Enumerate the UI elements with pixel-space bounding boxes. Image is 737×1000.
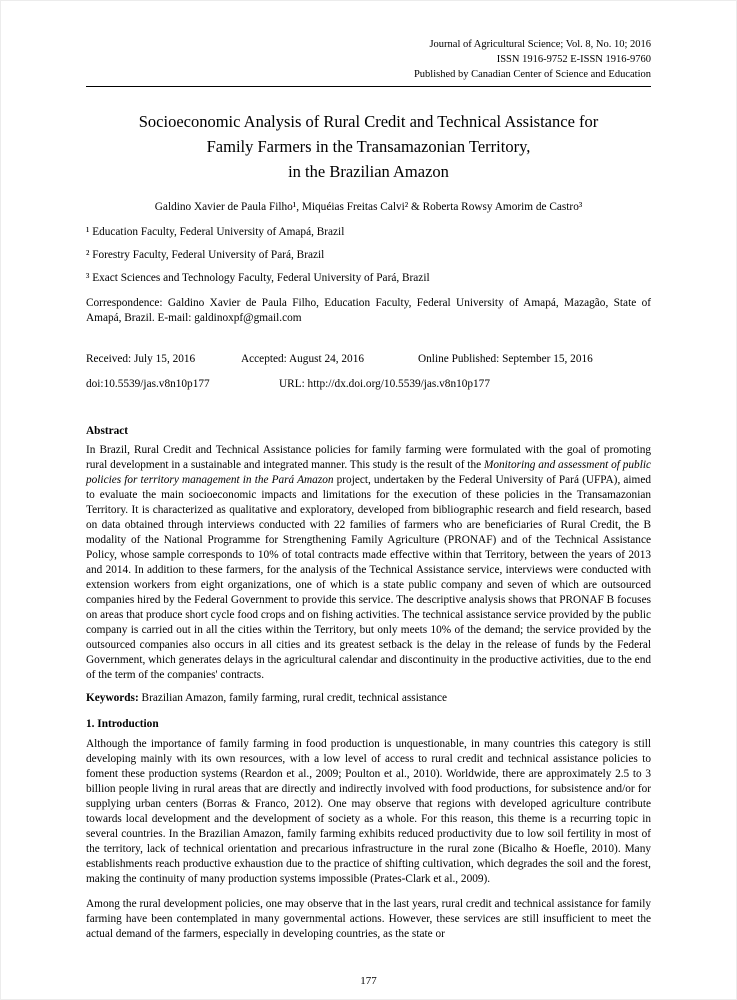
received-date: Received: July 15, 2016: [86, 353, 196, 365]
header-divider: [86, 86, 651, 87]
online-published-date: Online Published: September 15, 2016: [418, 353, 593, 365]
article-title-line-2: Family Farmers in the Transamazonian Territory,: [206, 137, 531, 156]
doi-row: [86, 377, 651, 392]
abstract-text-1: In Brazil, Rural Credit and Technical Assistance policies for family farming were formulated with the goal of promoting rural development in a sustainable and integrated manner. This study is the result of the: [86, 444, 651, 471]
journal-issn-line: ISSN 1916-9752 E-ISSN 1916-9760: [496, 54, 651, 65]
article-title-line-3: in the Brazilian Amazon: [288, 162, 449, 181]
accepted-date: Accepted: August 24, 2016: [241, 353, 364, 365]
abstract-project-name: Monitoring and assessment of public policies for territory management in the Pará Amazon: [86, 459, 651, 486]
keywords-text: Brazilian Amazon, family farming, rural credit, technical assistance: [141, 692, 448, 704]
dates-row: [86, 352, 651, 367]
introduction-paragraph-1: Although the importance of family farming in food production is unquestionable, in many countries this category is still developing mainly with its own resources, with a low level of access to rural credit and technical assistance policies to foment these production systems (Reardon et al., 2009; Poulton et al., 2010). Worldwide, there are approximately 2.5 to 3 billion people living in rural areas that are directly and indirectly involved with food productions, for subsistence and/or for supplying urban centers (Borras & Franco, 2012). One may observe that regions with developed agriculture contribute towards local development and the development of society as a whole. For this reason, this theme is a recurring topic in several countries. In the Brazilian Amazon, family farming exhibits reduced productivity due to low soil fertility in most of the territory, lack of technical orientation and precarious infrastructure in the rural zone (Bicalho & Hoefle, 2010). Many establishments reach productive exhaustion due to the practice of shifting cultivation, which degrades the soil and the forest, making the continuity of many production systems impossible (Prates-Clark et al., 2009).: [86, 738, 651, 885]
doi-url: URL: http://dx.doi.org/10.5539/jas.v8n10p177: [279, 378, 490, 390]
correspondence-note: Correspondence: Galdino Xavier de Paula Filho, Education Faculty, Federal University of Amapá, Mazagão, State of Amapá, Brazil. E-mail: galdinoxpf@gmail.com: [86, 297, 651, 324]
keywords-line: [86, 691, 651, 706]
article-title-line-1: Socioeconomic Analysis of Rural Credit and Technical Assistance for: [138, 112, 599, 131]
page-number: 177: [360, 975, 377, 987]
authors-line: Galdino Xavier de Paula Filho¹, Miquéias Freitas Calvi² & Roberta Rowsy Amorim de Castro³: [154, 201, 583, 213]
introduction-paragraph-2: Among the rural development policies, one may observe that in the last years, rural credit and technical assistance for family farming have been contemplated in many governmental actions. However, these services are still insufficient to meet the actual demand of the farmers, especially in developing countries, as the state or: [86, 898, 651, 940]
article-title: [86, 109, 651, 184]
affiliations-block: [86, 225, 651, 286]
affiliation-3: ³ Exact Sciences and Technology Faculty, Federal University of Pará, Brazil: [86, 272, 430, 284]
affiliation-2: ² Forestry Faculty, Federal University of Pará, Brazil: [86, 249, 325, 261]
introduction-section: [86, 717, 651, 942]
abstract-text-2: project, undertaken by the Federal University of Pará (UFPA), aimed to evaluate the main socioeconomic impacts and limitations for the execution of these policies in the Transamazonian Territory. It is characterized as qualitative and exploratory, developed from bibliographic research and field research, based on data obtained through interviews conducted with 22 families of farmers who are beneficiaries of Rural Credit, the B modality of the National Programme for Strengthening Family Agriculture (PRONAF) and of the Technical Assistance Policy, whose sample corresponds to 10% of total contracts made effective within that Territory, between the years of 2013 and 2014. In addition to these farmers, for the analysis of the Technical Assistance service, interviews were conducted with extension workers from eight organizations, one of which is a state public company and seven of which are outsourced companies hired by the Federal Government to provide this service. The descriptive analysis shows that PRONAF B focuses on areas that produce short cycle food crops and on fishing activities. The technical assistance service provided by the public company is carried out in all the cities within the Territory, but only meets 10% of the demand; the service provided by the outsourced companies also occurs in all cities and its greatest setback is the delay in the release of funds by the Federal Government, which generates delays in the agricultural calendar and discontinuity in the productive activities, due to the end of the term of the companies' contracts.: [86, 474, 651, 681]
journal-title-line: Journal of Agricultural Science; Vol. 8, No. 10; 2016: [429, 39, 651, 50]
keywords-label: Keywords:: [86, 692, 142, 704]
introduction-heading: 1. Introduction: [86, 718, 159, 730]
abstract-heading: Abstract: [86, 425, 129, 437]
journal-publisher-line: Published by Canadian Center of Science and Education: [413, 69, 651, 80]
abstract-paragraph: [86, 443, 651, 683]
affiliation-1: ¹ Education Faculty, Federal University of Amapá, Brazil: [86, 226, 345, 238]
abstract-section: [86, 424, 651, 706]
doi-text: doi:10.5539/jas.v8n10p177: [86, 378, 210, 390]
journal-header: [86, 37, 651, 82]
